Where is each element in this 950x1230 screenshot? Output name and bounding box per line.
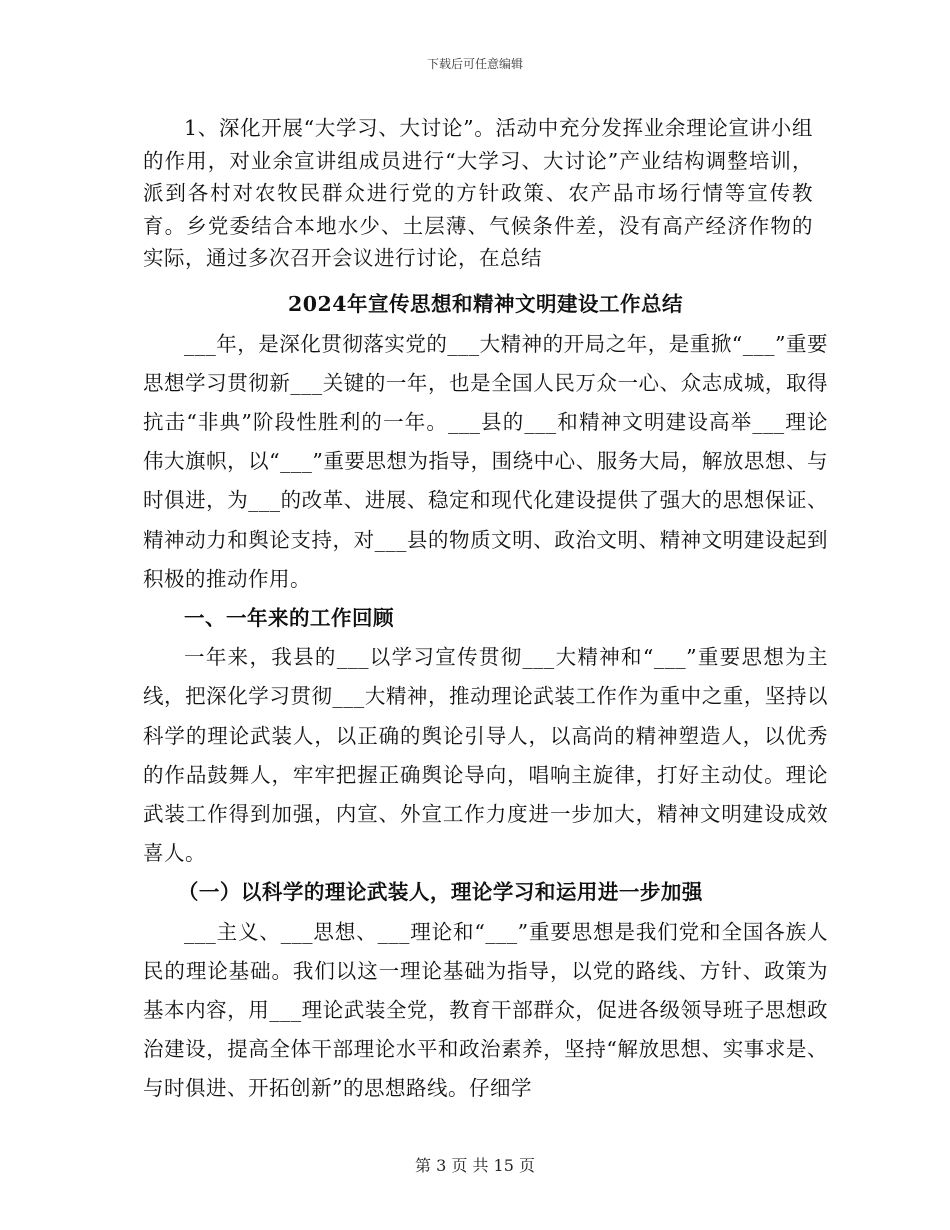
paragraph-opening: ___年，是深化贯彻落实党的___大精神的开局之年，是重掀“___”重要思想学习贯彻新___关键的一年，也是全国人民万众一心、众志成城，取得抗击“非典”阶段性胜利的一年。___县的___和精神文明建设高举___理论伟大旗帜，以“___”重要思想为指导，围绕中心、服务大局，解放思想、与时俱进，为___的改革、进展、稳定和现代化建设提供了强大的思想保证、精神动力和舆论支持，对___县的物质文明、政治文明、精神文明建设起到积极的推动作用。 [143, 331, 828, 591]
page-number: 第 3 页 共 15 页 [415, 1156, 535, 1175]
intro-paragraph: 1、深化开展“大学习、大讨论”。活动中充分发挥业余理论宣讲小组的作用，对业余宣讲组成员进行“大学习、大讨论”产业结构调整培训，派到各村对农牧民群众进行党的方针政策、农产品市场行情等宣传教育。乡党委结合本地水少、土层薄、气候条件差，没有高产经济作物的实际，通过多次召开会议进行讨论，在总结 [143, 116, 813, 270]
document-title: 2024年宣传思想和精神文明建设工作总结 [287, 291, 684, 316]
document-body [143, 112, 828, 1109]
paragraph-review: 一年来，我县的___以学习宣传贯彻___大精神和“___”重要思想为主线，把深化学习贯彻___大精神，推动理论武装工作作为重中之重，坚持以科学的理论武装人，以正确的舆论引导人，以高尚的精神塑造人，以优秀的作品鼓舞人，牢牢把握正确舆论导向，唱响主旋律，打好主动仗。理论武装工作得到加强，内宣、外宣工作力度进一步加大，精神文明建设成效喜人。 [143, 645, 828, 866]
section-heading: 一、一年来的工作回顾 [184, 605, 394, 630]
paragraph-theory: ___主义、___思想、___理论和“___”重要思想是我们党和全国各族人民的理论基础。我们以这一理论基础为指导，以党的路线、方针、政策为基本内容，用___理论武装全党，教育干部群众，促进各级领导班子思想政治建设，提高全体干部理论水平和政治素养，坚持“解放思想、实事求是、与时俱进、开拓创新”的思想路线。仔细学 [143, 919, 828, 1101]
header-note: 下载后可任意编辑 [426, 57, 523, 71]
subsection-heading: （一）以科学的理论武装人，理论学习和运用进一步加强 [177, 880, 703, 905]
